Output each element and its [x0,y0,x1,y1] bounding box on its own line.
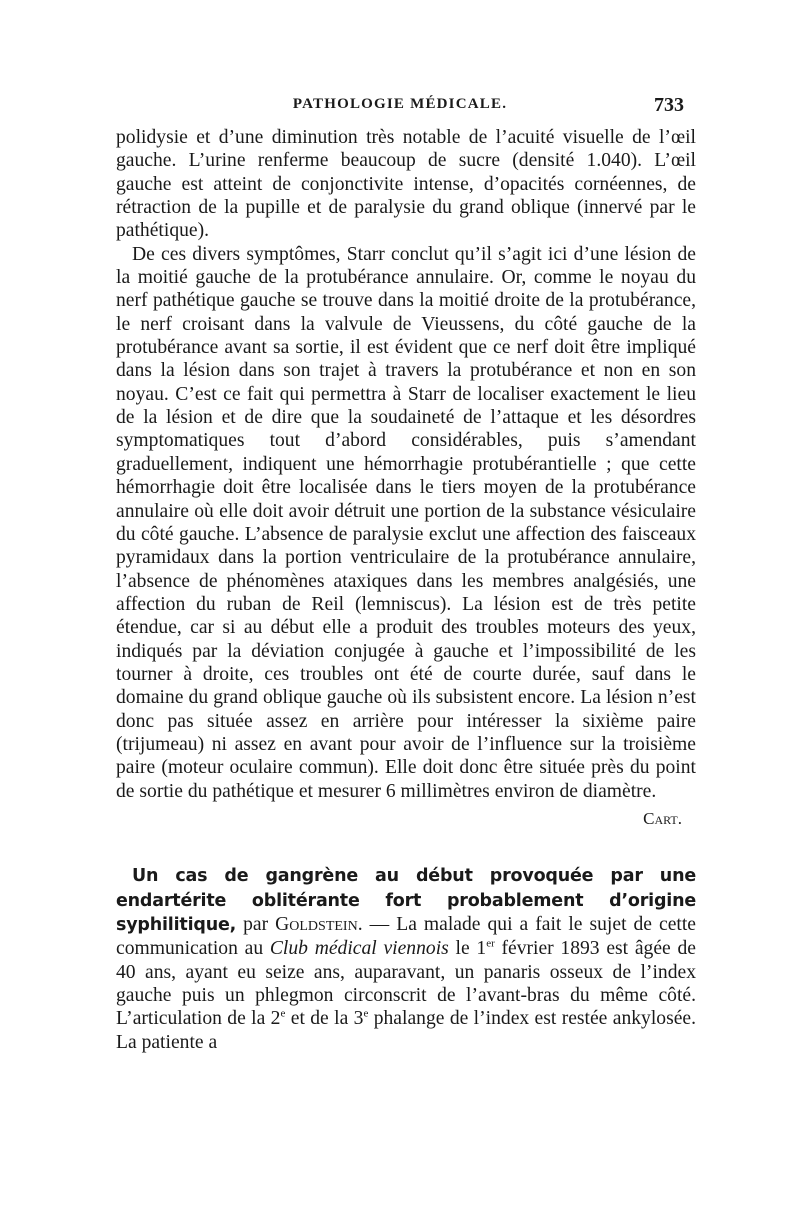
article-title: Un cas de gangrène au début provoquée par une endartérite oblitérante fort probablement d’origine syphilitique, [116,866,696,935]
article-venue: Club médical viennois [269,938,449,960]
article-text-5: phalange de l’index est restée ankylosée. La patiente a [116,1008,696,1053]
article-text-2: le 1 [448,938,487,960]
article-text-3: février 1893 est âgée de 40 ans, ayant eu seize ans, auparavant, un panaris osseux de l’index gauche puis un phlegmon circonscrit de l’avant-bras du même côté. L’articulation de la 2 [116,938,696,1030]
article-sup-3: e [363,1007,369,1020]
article-text-1: La malade qui a fait le sujet de cette communication au [116,914,696,960]
article-by: par [236,914,276,935]
paragraph-1: polidysie et d’une diminution très notable de l’acuité visuelle de l’œil gauche. L’urine renferme beaucoup de sucre (densité 1.040). L’œil gauche est atteint de conjonctivite intense, d’opacités cornéennes, de rétraction de la pupille et de paralysie du grand oblique (innervé par le pathétique). [116,127,696,242]
running-title: PATHOLOGIE MÉDICALE. [292,96,508,112]
article-sup-2: e [280,1007,286,1020]
article-author: Goldstein [275,914,358,935]
article-paragraph [116,864,696,1054]
article-text-4: et de la 3 [285,1008,364,1030]
paragraph-2: De ces divers symptômes, Starr conclut qu’il s’agit ici d’une lésion de la moitié gauche de la protubérance annulaire. Or, comme le noyau du nerf pathétique gauche se trouve dans la moitié droite de la protubérance, le nerf croisant dans la valvule de Vieussens, du côté gauche de la protubérance avant sa sortie, il est évident que ce nerf doit être impliqué dans la lésion dans son trajet à travers la protubérance et non en son noyau. C’est ce fait qui permettra à Starr de localiser exactement le lieu de la lésion et de dire que la soudaineté de l’attaque et les désordres symptomatiques tout d’abord considérables, puis s’amendant graduellement, indiquent une hémorrhagie protubérantielle ; que cette hémorrhagie doit être localisée dans le tiers moyen de la protubérance annulaire où elle doit avoir détruit une portion de la substance vésiculaire du côté gauche. L’absence de paralysie exclut une affection des faisceaux pyramidaux dans la portion ventriculaire de la protubérance annulaire, l’absence de phénomènes ataxiques dans les membres analgésiés, une affection du ruban de Reil (lemniscus). La lésion est de très petite étendue, car si au début elle a produit des troubles moteurs des yeux, indiqués par la déviation conjugée à gauche et l’impossibilité de les tourner à droite, ces troubles ont été de courte durée, sauf dans le domaine du grand oblique gauche où ils subsistent encore. La lésion n’est donc pas située assez en arrière pour intéresser la sixième paire (trijumeau) ni assez en avant pour avoir de l’influence sur la troisième paire (moteur oculaire commun). Elle doit donc être située près du point de sortie du pathétique et mesurer 6 millimètres environ de diamètre. [116,243,696,802]
body-text [116,126,696,1054]
running-header [116,96,684,120]
article-sup-1: er [486,937,495,950]
signature: Cart. [643,808,682,828]
article-dash: . — [357,914,397,935]
page-number: 733 [654,94,684,116]
